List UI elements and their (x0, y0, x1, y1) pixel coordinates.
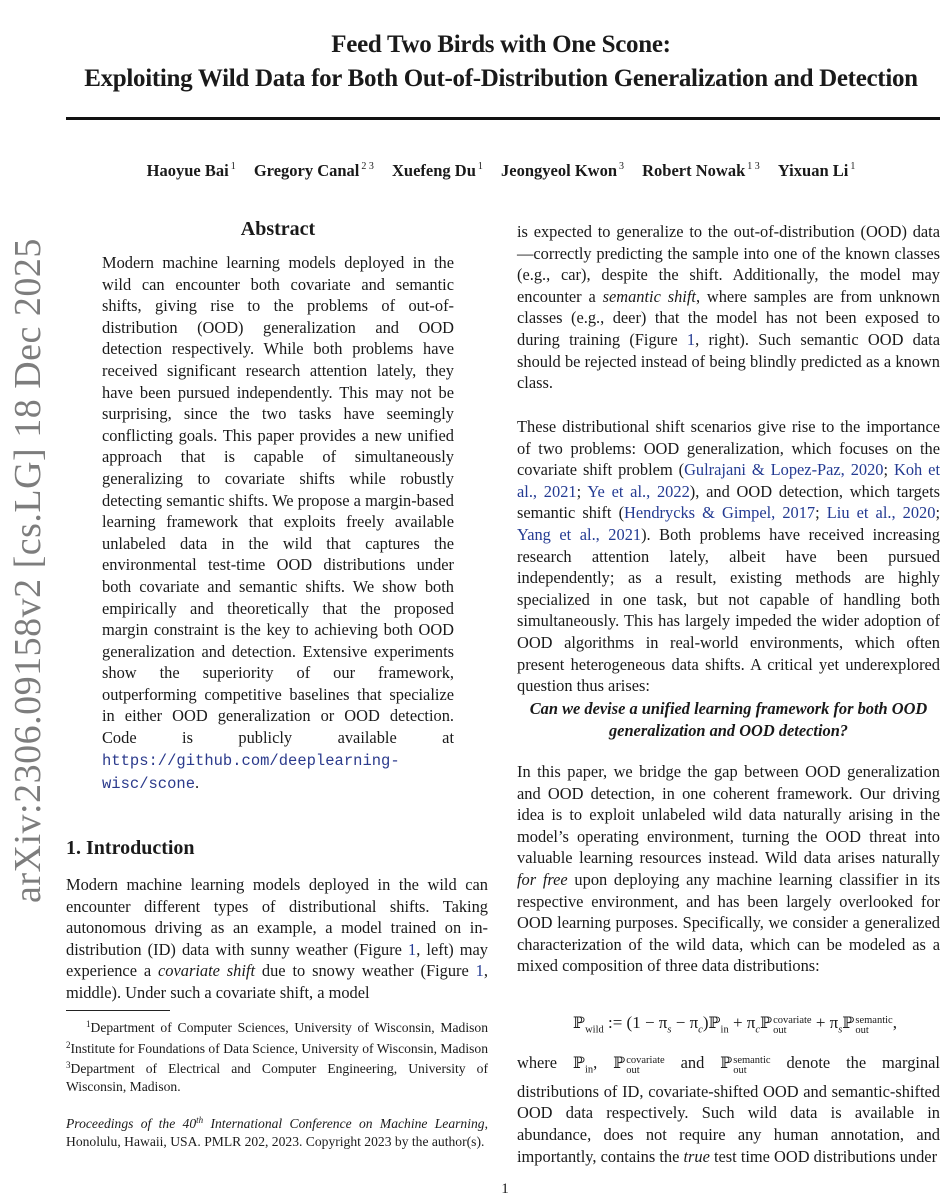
math-sub: in (585, 1064, 594, 1076)
math-sub: s (667, 1024, 672, 1036)
citation-link[interactable]: Yang et al., 2021 (517, 524, 642, 544)
footnotes (66, 1016, 488, 1151)
math-sup: semantic (733, 1055, 771, 1066)
affiliation: Department of Electrical and Computer Engineering, University of Wisconsin, Madison. (66, 1061, 488, 1094)
paper-title (60, 28, 942, 96)
figure-ref[interactable]: 1 (475, 961, 484, 981)
author (147, 161, 236, 180)
affiliation: Institute for Foundations of Data Science, University of Wisconsin, Madison (70, 1040, 488, 1056)
footnote-mark: 2 (66, 1039, 71, 1050)
text: These distributional shift scenarios give rise to the importance of two problems: OOD generalization, which focuses on the covariate shift problem ( (517, 417, 940, 480)
math-sub: out (733, 1065, 747, 1076)
math-symbol: ℙ (708, 1013, 721, 1032)
text: , middle). Under such a covariate shift, a model (66, 961, 488, 1002)
figure-ref[interactable]: 1 (686, 329, 696, 349)
author (501, 161, 624, 180)
text: , right). Such semantic OOD data should be rejected instead of being blindly predicted as a known class. (517, 329, 940, 393)
text: test time OOD distributions under (709, 1146, 938, 1166)
figure-ref[interactable]: 1 (408, 939, 417, 959)
citation-link[interactable]: Gulrajani & Lopez-Paz, 2020 (684, 460, 884, 480)
math-subsup (773, 1016, 811, 1036)
text: denote the marginal distributions of ID, covariate-shifted OOD and semantic-shifted OOD data respectively. Such wild data is available in abundance, does not require any human annotation, and importantly, contains the (517, 1053, 940, 1166)
title-rule (66, 117, 940, 120)
author-affiliation: 1 (230, 161, 236, 172)
math-symbol: ℙ (573, 1013, 586, 1032)
abstract-end: . (195, 773, 200, 793)
author-list (60, 156, 942, 182)
math-sub: out (773, 1025, 787, 1036)
text: , where samples are from unknown classes (e.g., deer) that the model has not been exposed to during training (Figure (517, 286, 941, 349)
math-symbol: ℙ (720, 1053, 733, 1072)
footnote-mark: 1 (86, 1019, 91, 1029)
abstract (102, 216, 454, 796)
author-name: Gregory Canal (253, 161, 360, 180)
math-subsup (626, 1056, 664, 1076)
arxiv-side-stamp: arXiv:2306.09158v2 [cs.LG] 18 Dec 2025 (7, 238, 49, 903)
introduction-paragraph (66, 874, 488, 1004)
text: due to snowy weather (Figure (255, 961, 476, 981)
abstract-heading: Abstract (240, 218, 316, 240)
author-affiliation: 1 3 (747, 161, 760, 172)
affiliation: Department of Computer Sciences, University of Wisconsin, Madison (90, 1020, 488, 1035)
author (254, 161, 374, 180)
math-subsup (733, 1056, 770, 1076)
math-sup: covariate (773, 1015, 812, 1026)
author-name: Yixuan Li (777, 161, 849, 180)
math-text: := (1 − π (603, 1013, 668, 1032)
text: is expected to generalize to the out-of-distribution (OOD) data—correctly predicting the sample into one of the known classes (e.g., car), despite the shift. Additionally, the model may encounter a (517, 222, 940, 306)
author (392, 161, 483, 180)
paragraph (517, 221, 940, 394)
author (778, 161, 855, 180)
wild-data-equation (530, 1012, 940, 1041)
author (642, 161, 760, 180)
text: th (196, 1115, 204, 1126)
text: Modern machine learning models deployed in the wild can encounter different types of distributional shifts. Taking autonomous driving as an example, a model trained on in-distribution (ID) data with sunny weather (Figure (66, 875, 488, 959)
math-sub: s (838, 1024, 843, 1036)
text: , Honolulu, Hawaii, USA. PMLR 202, 2023. Copyright 2023 by the author(s). (66, 1116, 488, 1149)
title-line-1: Feed Two Birds with One Scone: (331, 31, 671, 58)
math-text: , (892, 1013, 897, 1032)
emphasis: true (683, 1146, 710, 1166)
text: , left) may experience a (66, 939, 488, 981)
math-symbol: ℙ (842, 1013, 855, 1032)
math-symbol: ℙ (572, 1053, 585, 1072)
emphasis: covariate shift (158, 961, 256, 981)
math-sub: wild (585, 1024, 604, 1036)
author-name: Jeongyeol Kwon (501, 161, 617, 180)
text: International Conference on Machine Learning (203, 1116, 485, 1132)
author-affiliation: 1 (477, 161, 483, 172)
math-sub: in (720, 1024, 729, 1036)
math-sub: out (855, 1025, 869, 1036)
emphasis: semantic shift (602, 286, 696, 306)
text: upon deploying any machine learning classifier in its respective environment, and has been largely overlooked for OOD learning purposes. Specifically, we consider a generalized characterization of the wild data, which can be modeled as a mixed composition of three data distributions: (517, 869, 940, 976)
math-sub: c (698, 1024, 703, 1036)
citation-link[interactable]: Hendrycks & Gimpel, 2017 (624, 503, 816, 523)
page-number: 1 (501, 1181, 509, 1197)
author-name: Robert Nowak (642, 161, 746, 180)
text: where (517, 1053, 573, 1072)
abstract-text (102, 252, 454, 796)
text: and (664, 1053, 721, 1072)
paragraph: where ℙ$_{in}$, ℙ covariate out and ℙ semantic out denote the marginal distributions of ID, covariate-shifted OOD and semantic-shifted OOD data respectively. Such wild data is available in abundance, does not require any human annotation, and importantly, contains the true test time OOD distributions under (517, 1053, 940, 1166)
math-text: ) (702, 1013, 709, 1032)
author-name: Xuefeng Du (392, 161, 476, 180)
math-sub: c (755, 1024, 761, 1036)
text: In this paper, we bridge the gap between OOD generalization and OOD detection, in one coherent framework. Our driving idea is to exploit unlabeled wild data naturally arising in the model’s operating environment, turning the OOD threat into valuable learning resources instead. Wild data arises naturally (517, 762, 940, 868)
proceedings-note (66, 1112, 488, 1150)
citation-link[interactable]: Liu et al., 2020 (826, 503, 936, 523)
footnote-rule (66, 1010, 170, 1011)
text: ), and OOD detection, which targets semantic shift ( (517, 481, 941, 523)
author-affiliation: 3 (619, 161, 624, 172)
math-symbol: ℙ (760, 1013, 773, 1032)
affiliations-footnote (66, 1016, 488, 1095)
author-affiliation: 1 (850, 161, 856, 172)
title-line-2: Exploiting Wild Data for Both Out-of-Distribution Generalization and Detection (84, 65, 918, 92)
author-affiliation: 2 3 (361, 161, 374, 172)
author-name: Haoyue Bai (146, 161, 229, 180)
research-question: Can we devise a unified learning framework for both OOD generalization and OOD detection? (529, 699, 928, 740)
paragraph (517, 761, 940, 977)
math-subsup (855, 1016, 892, 1036)
math-symbol: ℙ (613, 1053, 626, 1072)
citation-link[interactable]: Ye et al., 2022 (587, 481, 690, 501)
math-text: + π (811, 1013, 839, 1032)
text: ). Both problems have received increasing research attention lately, albeit have been pursued independently; as a result, existing methods are highly specialized in one task, but not capable of handling both simultaneously. This has largely impeded the wider adoption of OOD algorithms in real-world environments, which often present heterogeneous data shifts. A critical yet underexplored question thus arises: (517, 524, 940, 696)
text: Proceedings of the 40 (66, 1116, 197, 1132)
code-link[interactable]: https://github.com/deeplearning-wisc/scone (102, 751, 400, 794)
emphasis: for free (517, 869, 568, 889)
section-heading-introduction: 1. Introduction (66, 837, 195, 859)
footnote-mark: 3 (66, 1060, 71, 1071)
abstract-body: Modern machine learning models deployed in the wild can encounter both covariate and semantic shifts, giving rise to the problems of out-of-distribution (OOD) generalization and OOD detection respectively. While both problems have received significant research attention lately, they have been pursued independently. This may not be surprising, since the two tasks have seemingly conflicting goals. This paper provides a new unified approach that is capable of simultaneously generalizing to covariate shifts while robustly detecting semantic shifts. We propose a margin-based learning framework that exploits freely available unlabeled data in the wild that captures the environmental test-time OOD distributions under both covariate and semantic shifts. We show both empirically and theoretically that the proposed margin constraint is the key to achieving both OOD generalization and detection. Extensive experiments show the superiority of our framework, outperforming competitive baselines that specialize in either OOD generalization or OOD detection. Code is publicly available at (102, 253, 454, 748)
math-sup: covariate (626, 1055, 665, 1066)
math-sup: semantic (855, 1015, 893, 1026)
paragraph: These distributional shift scenarios give rise to the importance of two problems: OOD generalization, which focuses on the covariate shift problem (Gulrajani & Lopez-Paz, 2020; Koh et al., 2021; Ye et al., 2022), and OOD detection, which targets semantic shift (Hendrycks & Gimpel, 2017; Liu et al., 2020; Yang et al., 2021). Both problems have received increasing research attention lately, albeit have been pursued independently; as a result, existing methods are highly specialized in one task, but not capable of handling both simultaneously. This has largely impeded the wider adoption of OOD algorithms in real-world environments, which often present heterogeneous data shifts. A critical yet underexplored question thus arises: (517, 417, 941, 696)
citation-link[interactable]: Koh et al., 2021 (517, 460, 941, 501)
math-text: − π (671, 1013, 699, 1032)
math-sub: out (626, 1065, 640, 1076)
math-text: + π (728, 1013, 756, 1032)
